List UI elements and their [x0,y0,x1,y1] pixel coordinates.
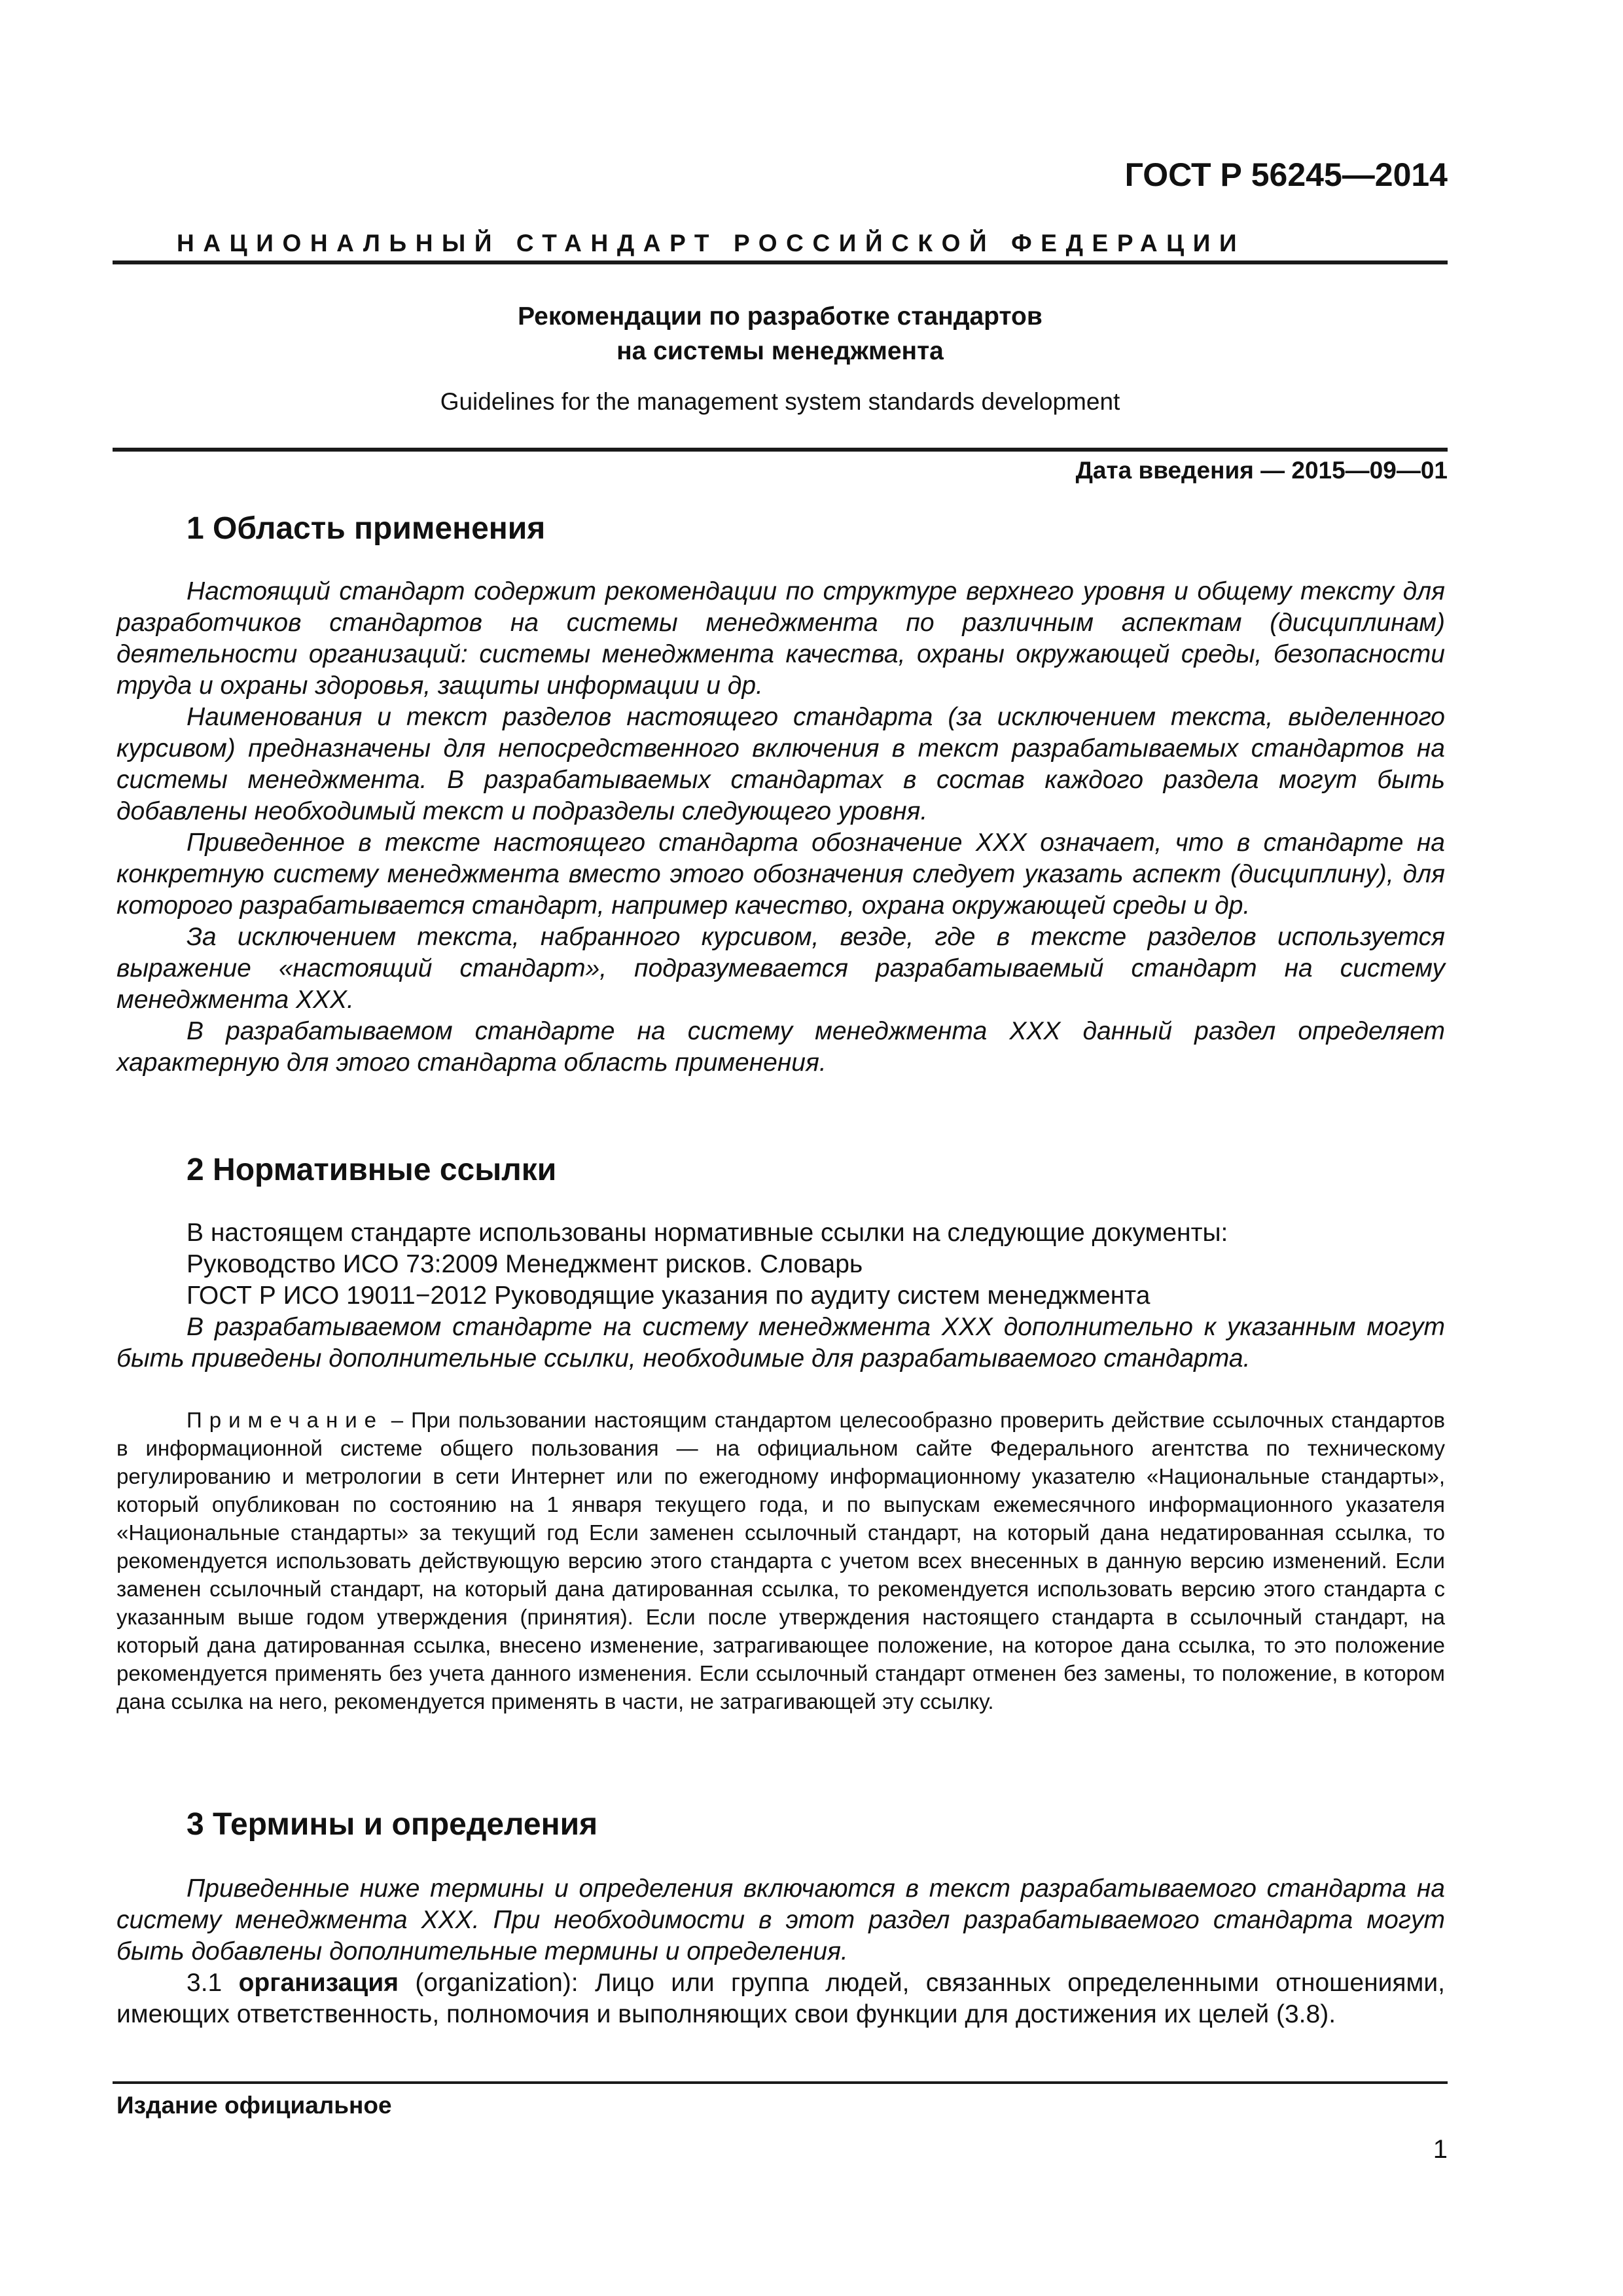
intro-date: Дата введения — 2015—09—01 [1075,457,1448,484]
term: организация [238,1969,399,1997]
edition-label: Издание официальное [116,2092,392,2119]
section-1-body [116,576,1445,1079]
reference-item: Руководство ИСО 73:2009 Менеджмент рисков. Словарь [187,1250,863,1278]
footer-rule [113,2081,1448,2084]
paragraph: Приведенное в тексте настоящего стандарта обозначение XXX означает, что в стандарте на конкретную систему менеджмента вместо этого обозначения следует указать аспект (дисциплину), для которого разрабатывается стандарт, например качество, охрана окружающей среды и др. [116,829,1445,920]
section-3-body [116,1873,1445,2030]
paragraph: Приведенные ниже термины и определения включаются в текст разрабатываемого стандарта на систему менеджмента XXX. При необходимости в этот раздел разрабатываемого стандарта могут быть добавлены дополнительные термины и определения. [116,1874,1445,1965]
reference-item: ГОСТ Р ИСО 19011−2012 Руководящие указания по аудиту систем менеджмента [187,1282,1150,1310]
header-rule [113,260,1448,264]
document-title-en: Guidelines for the management system standards development [440,388,1120,415]
title-ru-line1: Рекомендации по разработке стандартов [518,302,1043,331]
paragraph: Настоящий стандарт содержит рекомендации по структуре верхнего уровня и общему тексту для разработчиков стандартов на системы менеджмента по различным аспектам (дисциплинам) деятельности организаций: системы менеджмента качества, охраны окружающей среды, безопасности труда и охраны здоровья, защиты информации и др. [116,577,1445,700]
paragraph: За исключением текста, набранного курсивом, везде, где в тексте разделов используется выражение «настоящий стандарт», подразумевается разрабатываемый стандарт на систему менеджмента XXX. [116,923,1445,1014]
national-standard-banner: НАЦИОНАЛЬНЫЙ СТАНДАРТ РОССИЙСКОЙ ФЕДЕРАЦИИ [177,230,1246,257]
document-title-ru [113,299,1448,368]
note-text: – При пользовании настоящим стандартом целесообразно проверить действие ссылочных стандартов в информационной системе общего пользования — на официальном сайте Федерального агентства по техническому регулированию и метрологии в сети Интернет или по ежегодному информационному указателю «Национальные стандарты», который опубликован по состоянию на 1 января текущего года, и по выпускам ежемесячного информационного указателя «Национальные стандарты» за текущий год Если заменен ссылочный стандарт, на который дана недатированная ссылка, то рекомендуется использовать действующую версию этого стандарта с учетом всех внесенных в данную версию изменений. Если заменен ссылочный стандарт, на который дана датированная ссылка, то рекомендуется использовать версию этого стандарта с указанным выше годом утверждения (принятия). Если после утверждения настоящего стандарта в ссылочный стандарт, на который дана датированная ссылка, внесено изменение, затрагивающее положение, на которое дана ссылка, то это положение рекомендуется применять без учета данного изменения. Если ссылочный стандарт отменен без замены, то положение, в котором дана ссылка на него, рекомендуется применять в части, не затрагивающей эту ссылку. [116,1408,1445,1713]
section-1-heading: 1 Область применения [187,511,546,546]
term-definition [116,1967,1445,2030]
note-label: Примечание [187,1408,384,1432]
term-number: 3.1 [187,1969,239,1997]
term-text: (organization): Лицо или группа людей, связанных определенными отношениями, имеющих ответственность, полномочия и выполняющих свои функции для достижения их целей (3.8). [116,1969,1445,2028]
document-code: ГОСТ Р 56245—2014 [1124,156,1448,193]
note [116,1406,1445,1715]
paragraph: В разрабатываемом стандарте на систему менеджмента XXX данный раздел определяет характерную для этого стандарта область применения. [116,1017,1445,1077]
paragraph: Наименования и текст разделов настоящего стандарта (за исключением текста, выделенного курсивом) предназначены для непосредственного включения в текст разрабатываемых стандартов на системы менеджмента. В разрабатываемых стандартах в состав каждого раздела могут быть добавлены необходимый текст и подразделы следующего уровня. [116,703,1445,825]
title-rule [113,448,1448,452]
section-2-body [116,1217,1445,1374]
reference-intro: В настоящем стандарте использованы нормативные ссылки на следующие документы: [187,1219,1228,1247]
paragraph: В разрабатываемом стандарте на систему менеджмента XXX дополнительно к указанным могут быть приведены дополнительные ссылки, необходимые для разрабатываемого стандарта. [116,1313,1445,1372]
section-3-heading: 3 Термины и определения [187,1807,598,1842]
title-ru-line2: на системы менеджмента [616,337,944,365]
page-number: 1 [1433,2135,1448,2164]
section-2-heading: 2 Нормативные ссылки [187,1153,557,1187]
